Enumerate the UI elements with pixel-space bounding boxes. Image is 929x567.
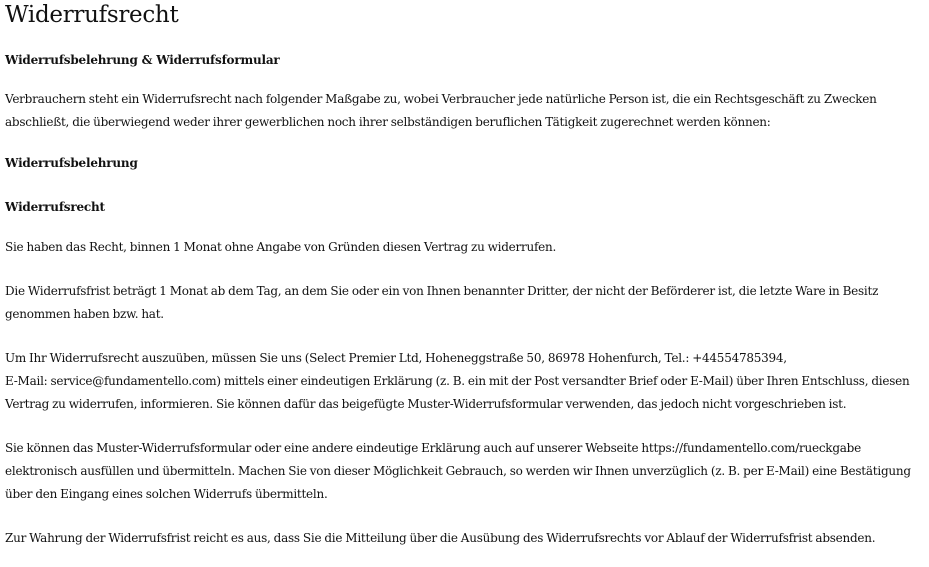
intro-paragraph: Verbrauchern steht ein Widerrufsrecht nach folgender Maßgabe zu, wobei Verbraucher jede natürliche Person ist, die ein Rechtsgeschäft zu Zwecken abschließt, die überwiegend weder ihrer gewerblichen noch ihrer selbständigen beruflichen Tätigkeit zugerechnet werden können:: [5, 92, 877, 129]
paragraph-online-form: Sie können das Muster-Widerrufsformular oder eine andere eindeutige Erklärung auch auf unserer Webseite https://fundamentello.com/rueckgabe elektronisch ausfüllen und übermitteln. Machen Sie von dieser Möglichkeit Gebrauch, so werden wir Ihnen unverzüglich (z. B. per E-Mail) eine Bestätigung über den Eingang eines solchen Widerrufs übermitteln.: [5, 441, 911, 501]
subtitle: Widerrufsbelehrung & Widerrufsformular: [5, 53, 280, 67]
page-title: Widerrufsrecht: [5, 2, 179, 28]
paragraph-deadline: Zur Wahrung der Widerrufsfrist reicht es aus, dass Sie die Mitteilung über die Ausübung des Widerrufsrechts vor Ablauf der Widerrufsfrist absenden.: [5, 531, 876, 545]
exercise-line-1: Um Ihr Widerrufsrecht auszuüben, müssen Sie uns (Select Premier Ltd, Hoheneggstraße 50, 86978 Hohenfurch, Tel.: +44554785394,: [5, 351, 787, 365]
paragraph-withdrawal-period: Die Widerrufsfrist beträgt 1 Monat ab dem Tag, an dem Sie oder ein von Ihnen benannter Dritter, der nicht der Beförderer ist, die letzte Ware in Besitz genommen haben bzw. hat.: [5, 284, 879, 321]
exercise-line-2: E-Mail: service@fundamentello.com) mittels einer eindeutigen Erklärung (z. B. ein mit der Post versandter Brief oder E-Mail) über Ihren Entschluss, diesen Vertrag zu widerrufen, informieren. Sie können dafür das beigefügte Muster-Widerrufsformular verwenden, das jedoch nicht vorgeschrieben ist.: [5, 374, 910, 411]
heading-widerrufsrecht: Widerrufsrecht: [5, 200, 105, 214]
paragraph-exercise-right: [5, 347, 929, 416]
heading-widerrufsbelehrung: Widerrufsbelehrung: [5, 156, 138, 170]
paragraph-right-to-withdraw: Sie haben das Recht, binnen 1 Monat ohne Angabe von Gründen diesen Vertrag zu widerrufen.: [5, 240, 557, 254]
